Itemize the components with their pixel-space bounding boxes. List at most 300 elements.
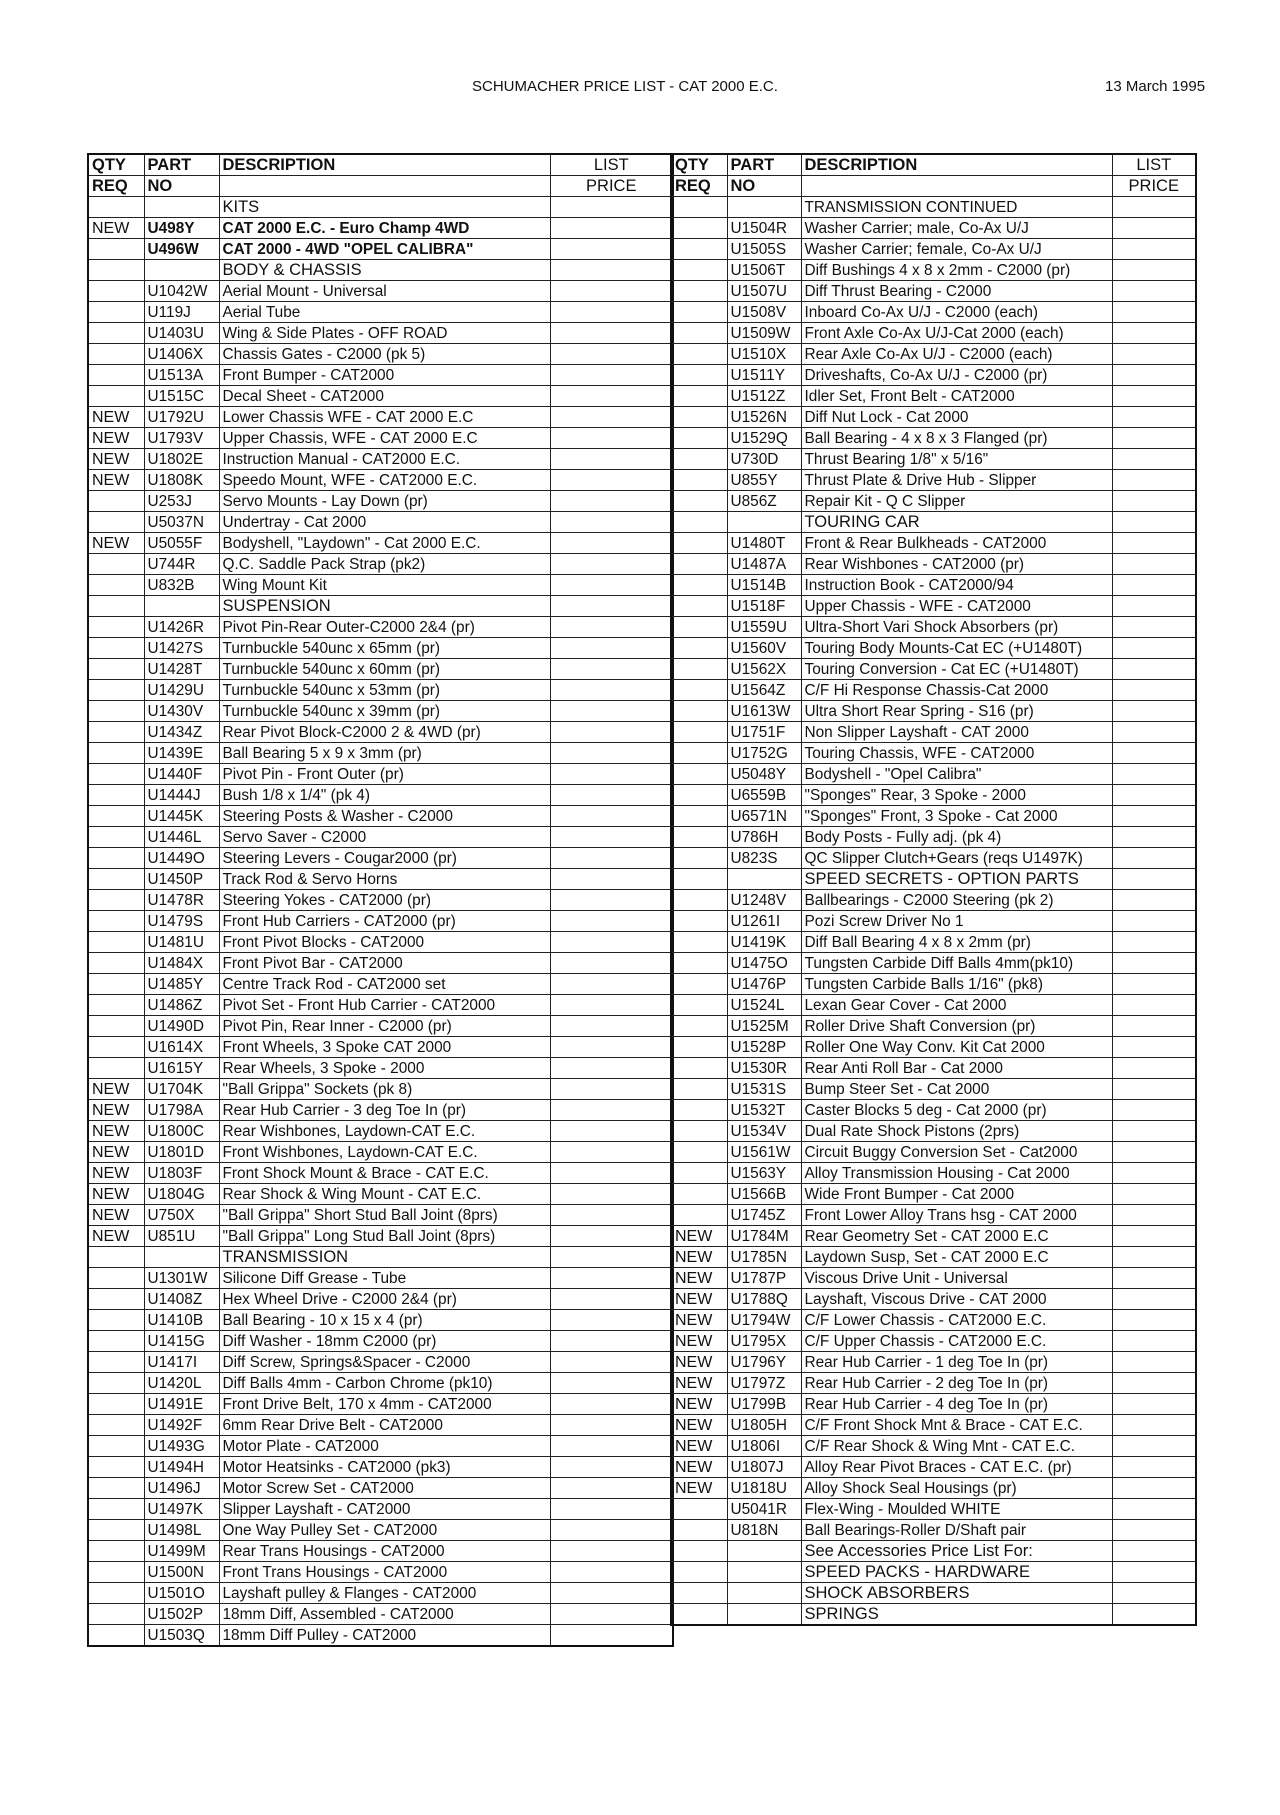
table-row xyxy=(671,1226,1196,1247)
part-number-cell: U1530R xyxy=(727,1058,801,1079)
price-cell xyxy=(1112,1352,1196,1373)
qty-cell xyxy=(88,1562,144,1583)
price-cell xyxy=(550,449,673,470)
table-row xyxy=(88,449,673,470)
qty-cell: NEW xyxy=(671,1394,727,1415)
description-cell: Undertray - Cat 2000 xyxy=(219,512,550,533)
qty-cell xyxy=(88,281,144,302)
description-cell: Diff Nut Lock - Cat 2000 xyxy=(801,407,1112,428)
description-cell: Driveshafts, Co-Ax U/J - C2000 (pr) xyxy=(801,365,1112,386)
part-number-cell: U1494H xyxy=(144,1457,219,1478)
table-row xyxy=(671,554,1196,575)
description-cell: TRANSMISSION CONTINUED xyxy=(801,197,1112,218)
price-cell xyxy=(550,1289,673,1310)
qty-cell xyxy=(671,743,727,764)
description-cell: C/F Front Shock Mnt & Brace - CAT E.C. xyxy=(801,1415,1112,1436)
price-cell xyxy=(550,344,673,365)
part-number-cell: U1502P xyxy=(144,1604,219,1625)
qty-cell xyxy=(671,995,727,1016)
qty-cell xyxy=(88,302,144,323)
table-row xyxy=(88,1226,673,1247)
part-number-cell: U1798A xyxy=(144,1100,219,1121)
description-cell: Rear Wishbones, Laydown-CAT E.C. xyxy=(219,1121,550,1142)
description-cell: Circuit Buggy Conversion Set - Cat2000 xyxy=(801,1142,1112,1163)
description-cell: Diff Bushings 4 x 8 x 2mm - C2000 (pr) xyxy=(801,260,1112,281)
description-cell: Alloy Transmission Housing - Cat 2000 xyxy=(801,1163,1112,1184)
table-row xyxy=(671,1016,1196,1037)
qty-cell xyxy=(671,386,727,407)
col-description-blank xyxy=(801,176,1112,197)
table-row xyxy=(671,386,1196,407)
part-number-cell: U1793V xyxy=(144,428,219,449)
qty-cell xyxy=(671,491,727,512)
table-row xyxy=(88,1520,673,1541)
description-cell: Rear Trans Housings - CAT2000 xyxy=(219,1541,550,1562)
qty-cell xyxy=(88,953,144,974)
table-row xyxy=(671,449,1196,470)
table-row xyxy=(88,827,673,848)
qty-cell xyxy=(671,785,727,806)
price-cell xyxy=(1112,1226,1196,1247)
table-row xyxy=(88,1352,673,1373)
price-cell xyxy=(550,1268,673,1289)
part-number-cell: U1450P xyxy=(144,869,219,890)
table-row xyxy=(671,302,1196,323)
table-row xyxy=(671,1541,1196,1562)
description-cell: Upper Chassis - WFE - CAT2000 xyxy=(801,596,1112,617)
description-cell: Washer Carrier; male, Co-Ax U/J xyxy=(801,218,1112,239)
description-cell: Turnbuckle 540unc x 53mm (pr) xyxy=(219,680,550,701)
part-number-cell: U1428T xyxy=(144,659,219,680)
qty-cell xyxy=(671,1583,727,1604)
price-cell xyxy=(550,491,673,512)
price-cell xyxy=(550,1100,673,1121)
part-number-cell: U730D xyxy=(727,449,801,470)
price-cell xyxy=(550,785,673,806)
qty-cell xyxy=(671,197,727,218)
price-cell xyxy=(1112,1415,1196,1436)
qty-cell xyxy=(671,806,727,827)
table-row xyxy=(88,1079,673,1100)
qty-cell xyxy=(88,701,144,722)
table-row xyxy=(88,386,673,407)
price-cell xyxy=(550,281,673,302)
part-number-cell: U1484X xyxy=(144,953,219,974)
qty-cell xyxy=(671,1163,727,1184)
part-number-cell: U1513A xyxy=(144,365,219,386)
description-cell: Ball Bearing 5 x 9 x 3mm (pr) xyxy=(219,743,550,764)
price-cell xyxy=(1112,1289,1196,1310)
part-number-cell: U1476P xyxy=(727,974,801,995)
price-cell xyxy=(1112,302,1196,323)
part-number-cell: U855Y xyxy=(727,470,801,491)
part-number-cell xyxy=(727,1562,801,1583)
description-cell: Thrust Plate & Drive Hub - Slipper xyxy=(801,470,1112,491)
qty-cell: NEW xyxy=(671,1457,727,1478)
qty-cell xyxy=(88,1478,144,1499)
part-number-cell: U6559B xyxy=(727,785,801,806)
description-cell: Track Rod & Servo Horns xyxy=(219,869,550,890)
price-cell xyxy=(1112,764,1196,785)
description-cell: Tungsten Carbide Diff Balls 4mm(pk10) xyxy=(801,953,1112,974)
qty-cell xyxy=(88,1625,144,1647)
part-number-cell: U1800C xyxy=(144,1121,219,1142)
description-cell: Motor Screw Set - CAT2000 xyxy=(219,1478,550,1499)
qty-cell xyxy=(88,617,144,638)
price-cell xyxy=(550,1058,673,1079)
part-number-cell: U1806I xyxy=(727,1436,801,1457)
table-row xyxy=(671,659,1196,680)
price-cell xyxy=(550,533,673,554)
table-row xyxy=(671,743,1196,764)
qty-cell xyxy=(671,407,727,428)
price-cell xyxy=(1112,428,1196,449)
table-row xyxy=(671,575,1196,596)
qty-cell xyxy=(671,323,727,344)
description-cell: Rear Geometry Set - CAT 2000 E.C xyxy=(801,1226,1112,1247)
table-row xyxy=(671,848,1196,869)
description-cell: Steering Levers - Cougar2000 (pr) xyxy=(219,848,550,869)
table-row xyxy=(671,1310,1196,1331)
part-number-cell: U856Z xyxy=(727,491,801,512)
description-cell: Diff Balls 4mm - Carbon Chrome (pk10) xyxy=(219,1373,550,1394)
part-number-cell: U1745Z xyxy=(727,1205,801,1226)
price-cell xyxy=(1112,512,1196,533)
price-cell xyxy=(1112,1184,1196,1205)
qty-cell xyxy=(88,1520,144,1541)
table-row xyxy=(88,743,673,764)
price-cell xyxy=(550,890,673,911)
qty-cell xyxy=(88,1394,144,1415)
part-number-cell: U1614X xyxy=(144,1037,219,1058)
part-number-cell xyxy=(727,512,801,533)
price-table-left xyxy=(87,153,674,1647)
part-number-cell: U1506T xyxy=(727,260,801,281)
table-row xyxy=(671,533,1196,554)
description-cell: Front Hub Carriers - CAT2000 (pr) xyxy=(219,911,550,932)
part-number-cell: U786H xyxy=(727,827,801,848)
col-price: PRICE xyxy=(550,176,673,197)
table-row xyxy=(88,596,673,617)
price-cell xyxy=(1112,491,1196,512)
part-number-cell: U1794W xyxy=(727,1310,801,1331)
table-row xyxy=(88,197,673,218)
table-row xyxy=(88,1499,673,1520)
table-row xyxy=(671,911,1196,932)
description-cell: Centre Track Rod - CAT2000 set xyxy=(219,974,550,995)
price-cell xyxy=(1112,890,1196,911)
part-number-cell: U1439E xyxy=(144,743,219,764)
document-date: 13 March 1995 xyxy=(1105,78,1206,95)
part-number-cell: U1427S xyxy=(144,638,219,659)
qty-cell: NEW xyxy=(88,1184,144,1205)
table-row xyxy=(88,1163,673,1184)
price-cell xyxy=(550,680,673,701)
price-cell xyxy=(1112,386,1196,407)
price-cell xyxy=(550,1394,673,1415)
description-cell: Pivot Set - Front Hub Carrier - CAT2000 xyxy=(219,995,550,1016)
qty-cell: NEW xyxy=(88,1079,144,1100)
price-cell xyxy=(1112,974,1196,995)
description-cell: Q.C. Saddle Pack Strap (pk2) xyxy=(219,554,550,575)
qty-cell xyxy=(88,575,144,596)
price-cell xyxy=(550,197,673,218)
description-cell: Front Bumper - CAT2000 xyxy=(219,365,550,386)
part-number-cell: U1784M xyxy=(727,1226,801,1247)
price-cell xyxy=(550,365,673,386)
qty-cell xyxy=(88,785,144,806)
qty-cell xyxy=(88,911,144,932)
qty-cell xyxy=(671,344,727,365)
table-row xyxy=(88,218,673,239)
table-row xyxy=(671,365,1196,386)
part-number-cell xyxy=(144,260,219,281)
description-cell: Rear Hub Carrier - 1 deg Toe In (pr) xyxy=(801,1352,1112,1373)
description-cell: Layshaft, Viscous Drive - CAT 2000 xyxy=(801,1289,1112,1310)
part-number-cell: U1493G xyxy=(144,1436,219,1457)
price-cell xyxy=(550,407,673,428)
description-cell: Touring Conversion - Cat EC (+U1480T) xyxy=(801,659,1112,680)
qty-cell xyxy=(88,1436,144,1457)
table-row xyxy=(88,1373,673,1394)
price-cell xyxy=(550,1226,673,1247)
part-number-cell xyxy=(727,197,801,218)
part-number-cell xyxy=(727,1541,801,1562)
price-cell xyxy=(1112,1016,1196,1037)
price-cell xyxy=(550,995,673,1016)
table-row xyxy=(671,680,1196,701)
part-number-cell: U832B xyxy=(144,575,219,596)
description-cell: Silicone Diff Grease - Tube xyxy=(219,1268,550,1289)
part-number-cell: U1510X xyxy=(727,344,801,365)
description-cell: Roller One Way Conv. Kit Cat 2000 xyxy=(801,1037,1112,1058)
qty-cell xyxy=(88,680,144,701)
part-number-cell: U1492F xyxy=(144,1415,219,1436)
table-row xyxy=(671,617,1196,638)
table-row xyxy=(88,1541,673,1562)
qty-cell xyxy=(88,344,144,365)
description-cell: Motor Plate - CAT2000 xyxy=(219,1436,550,1457)
part-number-cell: U1804G xyxy=(144,1184,219,1205)
table-row xyxy=(88,995,673,1016)
description-cell: Caster Blocks 5 deg - Cat 2000 (pr) xyxy=(801,1100,1112,1121)
qty-cell xyxy=(671,239,727,260)
col-part: PART xyxy=(144,154,219,176)
price-cell xyxy=(1112,932,1196,953)
table-row xyxy=(88,1100,673,1121)
table-row xyxy=(88,911,673,932)
price-cell xyxy=(550,1163,673,1184)
table-row xyxy=(88,512,673,533)
qty-cell xyxy=(671,1037,727,1058)
qty-cell xyxy=(88,932,144,953)
table-row xyxy=(671,722,1196,743)
part-number-cell: U823S xyxy=(727,848,801,869)
price-cell xyxy=(1112,953,1196,974)
qty-cell xyxy=(671,1562,727,1583)
description-cell: C/F Rear Shock & Wing Mnt - CAT E.C. xyxy=(801,1436,1112,1457)
part-number-cell: U1785N xyxy=(727,1247,801,1268)
description-cell: Alloy Shock Seal Housings (pr) xyxy=(801,1478,1112,1499)
qty-cell: NEW xyxy=(88,407,144,428)
part-number-cell xyxy=(727,869,801,890)
part-number-cell: U1420L xyxy=(144,1373,219,1394)
price-cell xyxy=(1112,407,1196,428)
price-cell xyxy=(550,1499,673,1520)
description-cell: Steering Yokes - CAT2000 (pr) xyxy=(219,890,550,911)
description-cell: "Sponges" Front, 3 Spoke - Cat 2000 xyxy=(801,806,1112,827)
price-cell xyxy=(550,659,673,680)
price-cell xyxy=(1112,1394,1196,1415)
qty-cell: NEW xyxy=(88,1205,144,1226)
price-cell xyxy=(1112,1478,1196,1499)
part-number-cell xyxy=(727,1583,801,1604)
col-description: DESCRIPTION xyxy=(801,154,1112,176)
description-cell: Flex-Wing - Moulded WHITE xyxy=(801,1499,1112,1520)
price-cell xyxy=(550,1205,673,1226)
qty-cell xyxy=(671,680,727,701)
description-cell: 18mm Diff, Assembled - CAT2000 xyxy=(219,1604,550,1625)
table-row xyxy=(671,1415,1196,1436)
part-number-cell: U1406X xyxy=(144,344,219,365)
table-row xyxy=(671,1478,1196,1499)
description-cell: Servo Saver - C2000 xyxy=(219,827,550,848)
price-cell xyxy=(1112,344,1196,365)
price-rows-left xyxy=(88,197,673,1647)
description-cell: Lexan Gear Cover - Cat 2000 xyxy=(801,995,1112,1016)
part-number-cell: U1480T xyxy=(727,533,801,554)
qty-cell xyxy=(671,659,727,680)
table-row xyxy=(88,1478,673,1499)
price-cell xyxy=(550,1625,673,1647)
part-number-cell: U1562X xyxy=(727,659,801,680)
description-cell: Instruction Book - CAT2000/94 xyxy=(801,575,1112,596)
part-number-cell: U1498L xyxy=(144,1520,219,1541)
part-number-cell: U1797Z xyxy=(727,1373,801,1394)
table-row xyxy=(88,1604,673,1625)
part-number-cell: U1805H xyxy=(727,1415,801,1436)
qty-cell: NEW xyxy=(671,1289,727,1310)
qty-cell xyxy=(671,470,727,491)
table-row xyxy=(671,1121,1196,1142)
description-cell: Rear Wishbones - CAT2000 (pr) xyxy=(801,554,1112,575)
table-row xyxy=(88,680,673,701)
part-number-cell: U1808K xyxy=(144,470,219,491)
part-number-cell: U1481U xyxy=(144,932,219,953)
table-row xyxy=(671,1268,1196,1289)
col-description: DESCRIPTION xyxy=(219,154,550,176)
part-number-cell: U1491E xyxy=(144,1394,219,1415)
part-number-cell: U1248V xyxy=(727,890,801,911)
part-number-cell xyxy=(144,1247,219,1268)
table-row xyxy=(88,260,673,281)
price-cell xyxy=(1112,848,1196,869)
price-cell xyxy=(1112,911,1196,932)
part-number-cell: U1704K xyxy=(144,1079,219,1100)
qty-cell xyxy=(88,1541,144,1562)
table-row xyxy=(88,1436,673,1457)
table-row xyxy=(671,1058,1196,1079)
qty-cell: NEW xyxy=(671,1415,727,1436)
qty-cell xyxy=(88,323,144,344)
qty-cell xyxy=(88,1247,144,1268)
qty-cell xyxy=(88,260,144,281)
qty-cell xyxy=(88,1037,144,1058)
part-number-cell: U1752G xyxy=(727,743,801,764)
table-row xyxy=(671,344,1196,365)
qty-cell xyxy=(88,1499,144,1520)
price-cell xyxy=(1112,596,1196,617)
qty-cell xyxy=(671,827,727,848)
description-cell: Bush 1/8 x 1/4" (pk 4) xyxy=(219,785,550,806)
qty-cell xyxy=(671,722,727,743)
part-number-cell: U1524L xyxy=(727,995,801,1016)
description-cell: Ultra Short Rear Spring - S16 (pr) xyxy=(801,701,1112,722)
table-row xyxy=(88,554,673,575)
qty-cell xyxy=(671,554,727,575)
qty-cell xyxy=(671,260,727,281)
qty-cell xyxy=(88,995,144,1016)
table-row xyxy=(671,869,1196,890)
qty-cell xyxy=(671,1058,727,1079)
price-cell xyxy=(550,1604,673,1625)
description-cell: Instruction Manual - CAT2000 E.C. xyxy=(219,449,550,470)
price-cell xyxy=(1112,1100,1196,1121)
description-cell: Wing Mount Kit xyxy=(219,575,550,596)
table-row xyxy=(671,1289,1196,1310)
description-cell: C/F Upper Chassis - CAT2000 E.C. xyxy=(801,1331,1112,1352)
table-row xyxy=(88,323,673,344)
price-cell xyxy=(1112,1562,1196,1583)
description-cell: Idler Set, Front Belt - CAT2000 xyxy=(801,386,1112,407)
part-number-cell: U818N xyxy=(727,1520,801,1541)
qty-cell xyxy=(671,1205,727,1226)
description-cell: Pozi Screw Driver No 1 xyxy=(801,911,1112,932)
price-cell xyxy=(550,701,673,722)
table-row xyxy=(671,1205,1196,1226)
part-number-cell: U1486Z xyxy=(144,995,219,1016)
price-cell xyxy=(550,428,673,449)
qty-cell xyxy=(88,1415,144,1436)
description-cell: TRANSMISSION xyxy=(219,1247,550,1268)
part-number-cell: U1475O xyxy=(727,953,801,974)
price-cell xyxy=(550,554,673,575)
table-row xyxy=(88,1562,673,1583)
table-row xyxy=(671,1352,1196,1373)
part-number-cell: U1445K xyxy=(144,806,219,827)
qty-cell: NEW xyxy=(671,1268,727,1289)
description-cell: Ball Bearing - 10 x 15 x 4 (pr) xyxy=(219,1310,550,1331)
price-cell xyxy=(1112,323,1196,344)
col-qty: QTY xyxy=(671,154,727,176)
table-row xyxy=(88,1331,673,1352)
col-list: LIST xyxy=(1112,154,1196,176)
price-cell xyxy=(1112,1604,1196,1626)
qty-cell xyxy=(88,365,144,386)
part-number-cell: U1615Y xyxy=(144,1058,219,1079)
price-cell xyxy=(1112,680,1196,701)
qty-cell xyxy=(88,1268,144,1289)
price-cell xyxy=(1112,806,1196,827)
table-row xyxy=(671,323,1196,344)
table-row xyxy=(671,1520,1196,1541)
description-cell: Rear Hub Carrier - 2 deg Toe In (pr) xyxy=(801,1373,1112,1394)
description-cell: Speedo Mount, WFE - CAT2000 E.C. xyxy=(219,470,550,491)
part-number-cell: U1807J xyxy=(727,1457,801,1478)
table-row xyxy=(671,407,1196,428)
qty-cell xyxy=(671,638,727,659)
qty-cell: NEW xyxy=(88,1142,144,1163)
